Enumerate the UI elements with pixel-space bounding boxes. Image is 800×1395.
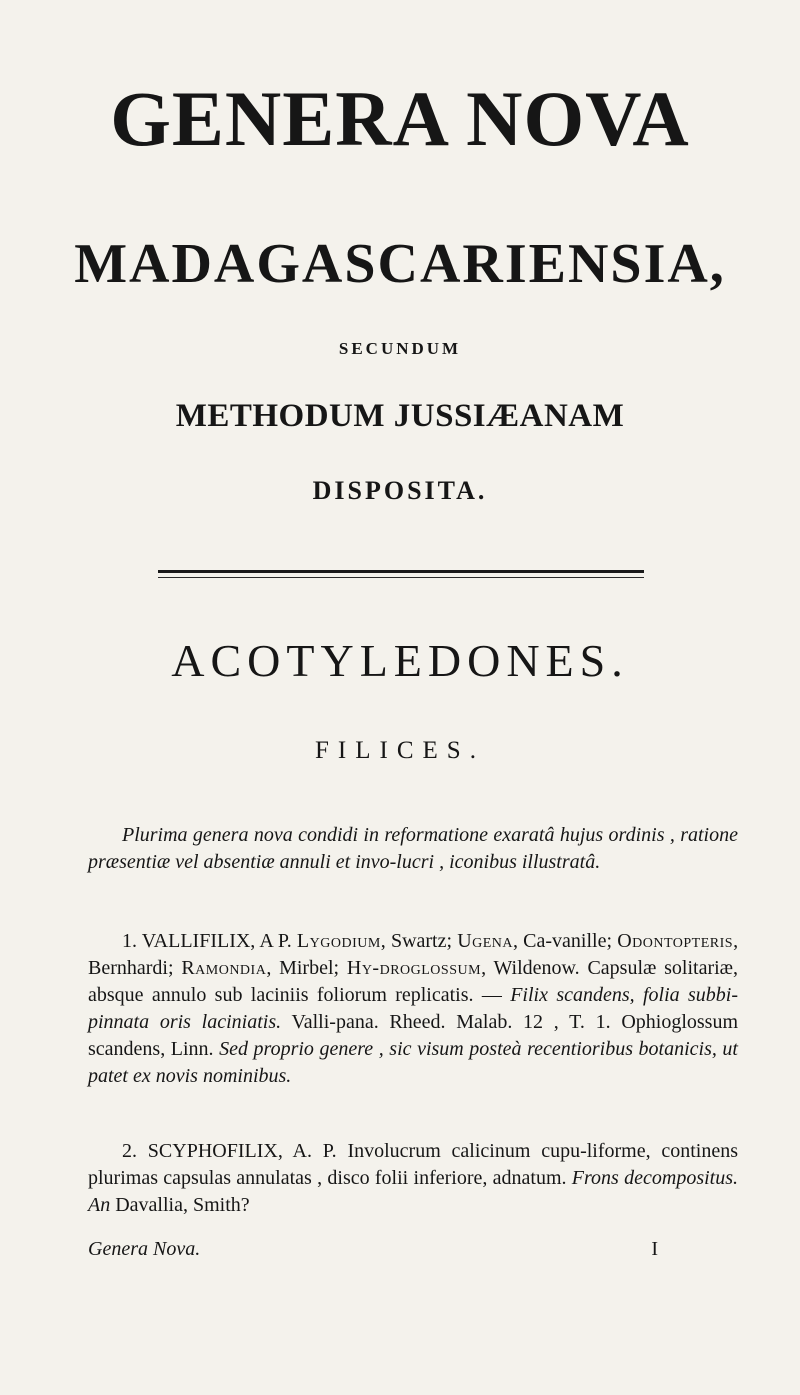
an-marker: An <box>88 1194 111 1216</box>
title-genera-nova: GENERA NOVA <box>110 75 690 162</box>
synonym-author: , Swartz; <box>380 930 453 952</box>
genus-author: A P. <box>259 930 292 952</box>
synonym-author: , Ca-vanille; <box>513 930 613 952</box>
class-heading: ACOTYLEDONES. <box>171 635 629 686</box>
entry-number: 2. <box>122 1140 137 1162</box>
title-madagascariensia: MADAGASCARIENSIA, <box>74 233 726 295</box>
genus-name: SCYPHOFILIX <box>147 1140 278 1162</box>
intro-text: Plurima genera nova condidi in reformatione exaratâ hujus ordinis , ratione præsentiæ vel absentiæ annuli et invo-lucri , iconibus illustratâ. <box>88 824 738 873</box>
synonym-author: , Bernhardi; <box>88 930 739 979</box>
entry-vallifilix <box>88 928 738 1090</box>
synonym-author: , Wildenow. <box>481 957 580 979</box>
divider-thick <box>158 570 644 573</box>
entry-scyphofilix <box>88 1138 738 1219</box>
genus-author: , A. P. <box>277 1140 337 1162</box>
divider-thin <box>158 577 644 578</box>
synonym-genus: Ugena <box>457 930 514 952</box>
entry-number: 1. <box>122 930 137 952</box>
signature-mark: I <box>651 1238 658 1260</box>
note: Sed proprio genere , sic visum posteà recentioribus botanicis, ut patet ex novis nominibus. <box>88 1038 738 1087</box>
genus-description: Involucrum calicinum cupu-liforme, continens plurimas capsulas annulatas , disco folii inferiore, adnatum. <box>88 1140 739 1189</box>
intro-paragraph <box>88 822 738 876</box>
synonym-author: , Mirbel; <box>266 957 340 979</box>
species-description: Frons decompositus. <box>571 1167 738 1189</box>
genus-name: VALLIFILIX, <box>141 930 256 952</box>
title-disposita: DISPOSITA. <box>312 476 488 505</box>
synonym-genus: Hy-droglossum <box>346 957 482 979</box>
order-heading: FILICES. <box>315 737 485 764</box>
running-title: Genera Nova. <box>88 1238 201 1260</box>
genus-description: Capsulæ solitariæ, absque annulo sub laciniis foliorum replicatis. — <box>88 957 739 1006</box>
title-secundum: SECUNDUM <box>338 339 462 358</box>
synonym-genus: Odontopteris <box>617 930 734 952</box>
synonym-genus: Ramondia <box>181 957 267 979</box>
reference: Davallia, Smith? <box>115 1194 250 1216</box>
page-footer <box>88 1236 738 1263</box>
synonym-genus: Lygodium <box>296 930 381 952</box>
species-description: Filix scandens, folia subbi-pinnata oris laciniatis. <box>88 984 738 1033</box>
reference: Valli-pana. Rheed. Malab. 12 , T. 1. Ophioglossum scandens, Linn. <box>88 1011 739 1060</box>
title-methodum: METHODUM JUSSIÆANAM <box>175 398 625 434</box>
